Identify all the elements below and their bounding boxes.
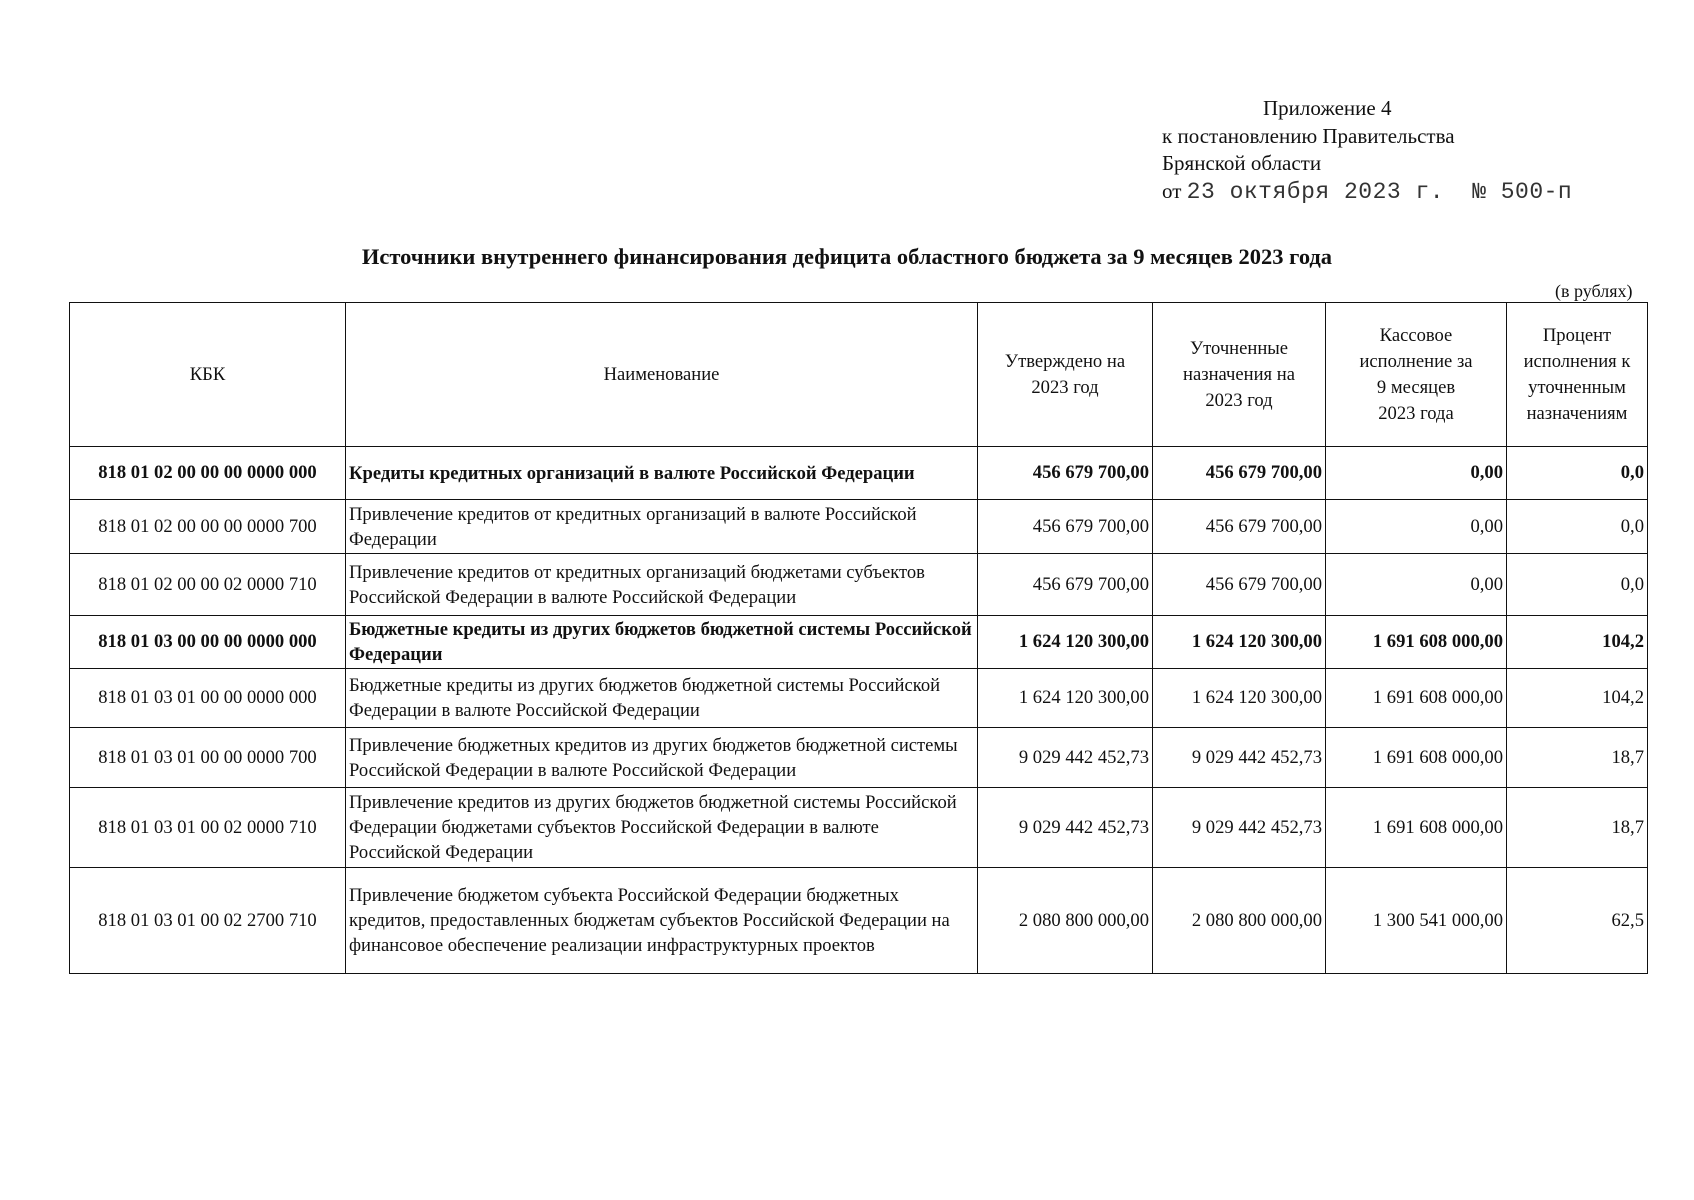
- cell-refined: 1 624 120 300,00: [1153, 669, 1326, 728]
- cell-kbk: 818 01 03 01 00 00 0000 700: [70, 728, 346, 788]
- cell-refined: 456 679 700,00: [1153, 447, 1326, 500]
- cell-approved: 456 679 700,00: [978, 554, 1153, 616]
- cell-name: Привлечение бюджетных кредитов из других бюджетов бюджетной системы Российской Федерации в валюте Российской Федерации: [346, 728, 978, 788]
- cell-kbk: 818 01 03 01 00 02 2700 710: [70, 868, 346, 974]
- cell-percent: 18,7: [1507, 788, 1648, 868]
- cell-percent: 104,2: [1507, 669, 1648, 728]
- header-cash: Кассовое исполнение за 9 месяцев 2023 года: [1326, 303, 1507, 447]
- header-kbk: КБК: [70, 303, 346, 447]
- cell-cash: 0,00: [1326, 447, 1507, 500]
- cell-approved: 9 029 442 452,73: [978, 788, 1153, 868]
- cell-approved: 456 679 700,00: [978, 500, 1153, 554]
- appendix-date: 23 октября 2023 г.: [1186, 178, 1445, 205]
- cell-approved: 1 624 120 300,00: [978, 616, 1153, 669]
- cell-name: Бюджетные кредиты из других бюджетов бюджетной системы Российской Федерации в валюте Российской Федерации: [346, 669, 978, 728]
- cell-kbk: 818 01 02 00 00 00 0000 000: [70, 447, 346, 500]
- cell-cash: 1 691 608 000,00: [1326, 669, 1507, 728]
- cell-percent: 0,0: [1507, 554, 1648, 616]
- header-approved: Утверждено на 2023 год: [978, 303, 1153, 447]
- table-row: [70, 500, 1648, 554]
- cell-kbk: 818 01 03 01 00 00 0000 000: [70, 669, 346, 728]
- header-percent: Процент исполнения к уточненным назначениям: [1507, 303, 1648, 447]
- cell-name: Привлечение кредитов от кредитных организаций бюджетами субъектов Российской Федерации в валюте Российской Федерации: [346, 554, 978, 616]
- table-row: [70, 616, 1648, 669]
- units-note: (в рублях): [1555, 281, 1633, 301]
- cell-refined: 9 029 442 452,73: [1153, 788, 1326, 868]
- cell-refined: 9 029 442 452,73: [1153, 728, 1326, 788]
- cell-refined: 1 624 120 300,00: [1153, 616, 1326, 669]
- cell-cash: 1 300 541 000,00: [1326, 868, 1507, 974]
- appendix-number-stamp: № 500-п: [1472, 178, 1573, 205]
- document-title: Источники внутреннего финансирования дефицита областного бюджета за 9 месяцев 2023 года: [361, 244, 1333, 269]
- cell-percent: 0,0: [1507, 447, 1648, 500]
- cell-approved: 2 080 800 000,00: [978, 868, 1153, 974]
- cell-cash: 1 691 608 000,00: [1326, 788, 1507, 868]
- appendix-date-prefix: от: [1162, 178, 1182, 203]
- cell-name: Кредиты кредитных организаций в валюте Российской Федерации: [346, 447, 978, 500]
- cell-kbk: 818 01 02 00 00 02 0000 710: [70, 554, 346, 616]
- cell-percent: 0,0: [1507, 500, 1648, 554]
- cell-name: Бюджетные кредиты из других бюджетов бюджетной системы Российской Федерации: [346, 616, 978, 669]
- appendix-number: Приложение 4: [1263, 96, 1392, 120]
- table-row: [70, 868, 1648, 974]
- cell-cash: 0,00: [1326, 554, 1507, 616]
- cell-percent: 18,7: [1507, 728, 1648, 788]
- cell-cash: 1 691 608 000,00: [1326, 728, 1507, 788]
- cell-cash: 0,00: [1326, 500, 1507, 554]
- cell-approved: 1 624 120 300,00: [978, 669, 1153, 728]
- header-refined: Уточненные назначения на 2023 год: [1153, 303, 1326, 447]
- cell-refined: 456 679 700,00: [1153, 554, 1326, 616]
- cell-cash: 1 691 608 000,00: [1326, 616, 1507, 669]
- cell-kbk: 818 01 02 00 00 00 0000 700: [70, 500, 346, 554]
- table-header-row: [70, 303, 1648, 447]
- cell-refined: 2 080 800 000,00: [1153, 868, 1326, 974]
- cell-approved: 456 679 700,00: [978, 447, 1153, 500]
- table-row: [70, 788, 1648, 868]
- appendix-date-stamp: [1187, 179, 1573, 205]
- table-row: [70, 728, 1648, 788]
- cell-refined: 456 679 700,00: [1153, 500, 1326, 554]
- cell-kbk: 818 01 03 01 00 02 0000 710: [70, 788, 346, 868]
- table-row: [70, 669, 1648, 728]
- appendix-region: Брянской области: [1162, 151, 1322, 175]
- cell-name: Привлечение бюджетом субъекта Российской Федерации бюджетных кредитов, предоставленных бюджетам субъектов Российской Федерации на финансовое обеспечение реализации инфраструктурных проектов: [346, 868, 978, 974]
- financing-sources-table: [69, 302, 1648, 974]
- header-name: Наименование: [346, 303, 978, 447]
- cell-name: Привлечение кредитов из других бюджетов бюджетной системы Российской Федерации бюджетами субъектов Российской Федерации в валюте Российской Федерации: [346, 788, 978, 868]
- cell-name: Привлечение кредитов от кредитных организаций в валюте Российской Федерации: [346, 500, 978, 554]
- cell-percent: 62,5: [1507, 868, 1648, 974]
- cell-kbk: 818 01 03 00 00 00 0000 000: [70, 616, 346, 669]
- appendix-block: [1162, 95, 1572, 206]
- table-row: [70, 554, 1648, 616]
- appendix-resolution: к постановлению Правительства: [1162, 123, 1455, 148]
- appendix-date-line: [1162, 178, 1572, 207]
- cell-percent: 104,2: [1507, 616, 1648, 669]
- cell-approved: 9 029 442 452,73: [978, 728, 1153, 788]
- table-row: [70, 447, 1648, 500]
